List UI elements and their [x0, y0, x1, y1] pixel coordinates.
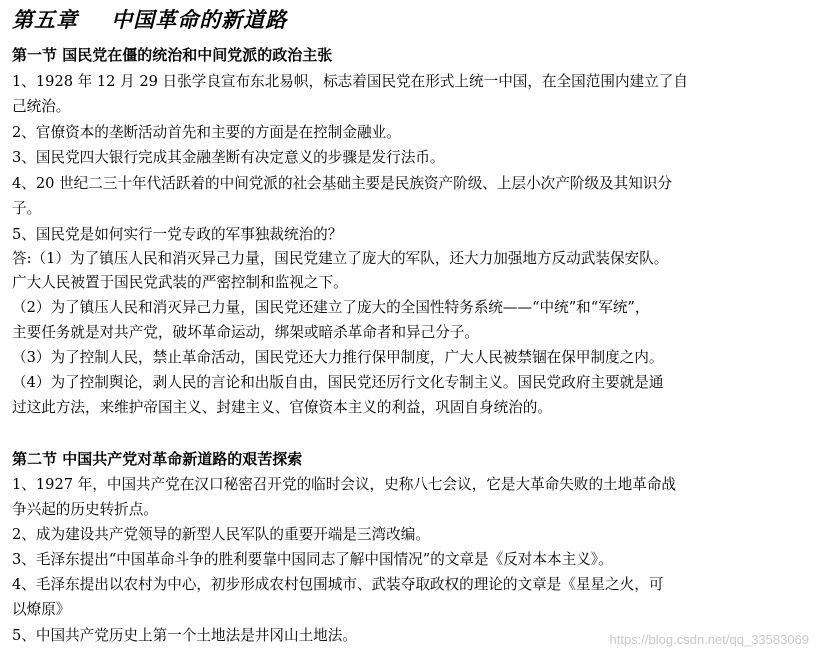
section-1-line: 1、1928 年 12 月 29 日张学良宣布东北易帜，标志着国民党在形式上统一中国，在全国范围内建立了自 [12, 73, 688, 90]
section-2-line: 4、毛泽东提出以农村为中心，初步形成农村包围城市、武装夺取政权的理论的文章是《星星之火，可 [12, 576, 664, 593]
section-1-title: 第一节 国民党在僵的统治和中间党派的政治主张 [12, 46, 333, 64]
section-1-line: 答:（1）为了镇压人民和消灭异己力量，国民党建立了庞大的军队，还大力加强地方反动武装保安队。 [12, 250, 669, 267]
watermark-url: https://blog.csdn.net/qq_33583069 [609, 632, 809, 647]
section-1-line: （2）为了镇压人民和消灭异己力量，国民党还建立了庞大的全国性特务系统——“中统”和“军统”， [12, 299, 650, 316]
section-2-line: 3、毛泽东提出“中国革命斗争的胜利要靠中国同志了解中国情况”的文章是《反对本本主义》。 [12, 551, 613, 568]
section-1-line: 5、国民党是如何实行一党专政的军事独裁统治的？ [12, 226, 343, 243]
section-1-line: 广大人民被置于国民党武装的严密控制和监视之下。 [12, 274, 348, 291]
section-2-line: 2、成为建设共产党领导的新型人民军队的重要开端是三湾改编。 [12, 526, 430, 543]
section-1-line: 子。 [12, 200, 42, 217]
section-1-line: 主要任务就是对共产党，破坏革命运动，绑架或暗杀革命者和异己分子。 [12, 324, 480, 341]
section-2-line: 1、1927 年，中国共产党在汉口秘密召开党的临时会议，史称八七会议，它是大革命失败的土地革命战 [12, 476, 677, 493]
section-1-line: （4）为了控制舆论，剥人民的言论和出版自由，国民党还厉行文化专制主义。国民党政府主要就是通 [12, 374, 664, 391]
section-1-line: 4、20 世纪二三十年代活跃着的中间党派的社会基础主要是民族资产阶级、上层小次产阶级及其知识分 [12, 175, 673, 192]
section-1-line: 3、国民党四大银行完成其金融垄断有决定意义的步骤是发行法币。 [12, 149, 445, 166]
section-2-title: 第二节 中国共产党对革命新道路的艰苦探索 [12, 450, 303, 468]
section-1-line: （3）为了控制人民，禁止革命活动，国民党还大力推行保甲制度，广大人民被禁锢在保甲制度之内。 [12, 349, 664, 366]
chapter-title: 第五章 中国革命的新道路 [12, 7, 288, 32]
section-2-line: 5、中国共产党历史上第一个土地法是井冈山土地法。 [12, 627, 357, 644]
section-1-line: 过这此方法，来维护帝国主义、封建主义、官僚资本主义的利益，巩固自身统治的。 [12, 399, 552, 416]
section-1-line: 2、官僚资本的垄断活动首先和主要的方面是在控制金融业。 [12, 124, 401, 141]
section-2-line: 争兴起的历史转折点。 [12, 501, 158, 518]
section-1-line: 己统治。 [12, 98, 71, 115]
section-2-line: 以燎原》 [12, 601, 71, 618]
